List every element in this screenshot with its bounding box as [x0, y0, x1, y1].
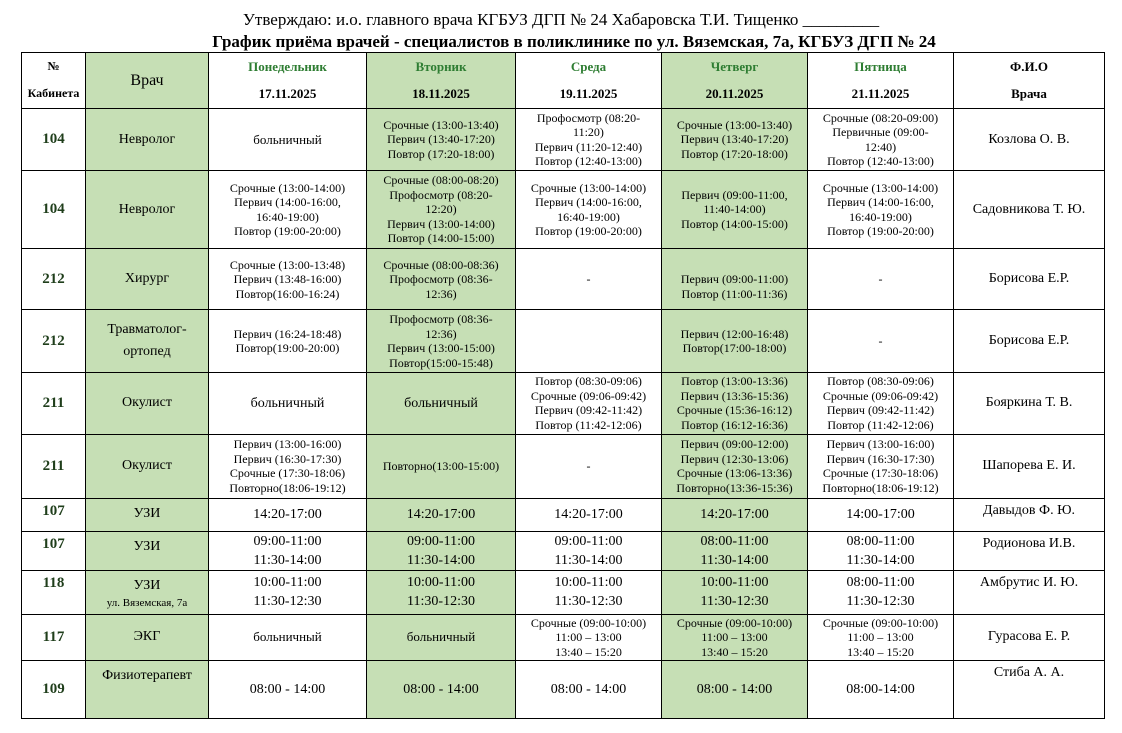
specialty-address: ул. Вяземская, 7а [106, 596, 188, 609]
schedule-slot: 13:40 – 15:20 [701, 644, 768, 659]
specialty [86, 614, 209, 660]
table-row [22, 109, 1105, 171]
schedule-cell [662, 531, 808, 570]
schedule-slot: Повтор (14:00-15:00) [681, 216, 788, 231]
schedule-cell [209, 660, 367, 718]
cabinet-number: 107 [22, 531, 86, 570]
schedule-slot: 11:30-14:00 [407, 552, 475, 568]
schedule-slot: Срочные (09:00-10:00) [822, 615, 939, 630]
schedule-slot: 12:36) [425, 326, 457, 341]
specialty [86, 660, 209, 718]
doctor-name: Шапорева Е. И. [954, 434, 1105, 498]
schedule-slot: 10:00-11:00 [407, 575, 475, 591]
schedule-slot: 11:00 – 13:00 [847, 630, 914, 645]
schedule-slot: - [878, 334, 883, 349]
specialty [86, 249, 209, 310]
schedule-cell [808, 109, 954, 171]
table-row [22, 498, 1105, 531]
schedule-slot: 13:40 – 15:20 [555, 644, 622, 659]
schedule-slot: Первич (12:00-16:48) [680, 326, 789, 341]
specialty [86, 171, 209, 249]
schedule-cell [367, 614, 516, 660]
schedule-slot: 11:40-14:00) [703, 202, 766, 217]
schedule-cell [808, 249, 954, 310]
schedule-slot: 11:00 – 13:00 [555, 630, 622, 645]
schedule-cell [808, 498, 954, 531]
schedule-slot: 09:00-11:00 [253, 533, 322, 549]
schedule-slot: Повтор (13:00-13:36) [681, 374, 788, 389]
doctor-name: Давыдов Ф. Ю. [954, 498, 1105, 531]
schedule-slot: Первич (14:00-16:00, [827, 195, 934, 210]
schedule-cell [808, 434, 954, 498]
schedule-slot: Первич (13:36-15:36) [680, 388, 789, 403]
schedule-slot: 11:30-14:00 [253, 552, 322, 568]
schedule-slot: больничный [250, 395, 325, 411]
schedule-cell [516, 531, 662, 570]
schedule-slot: Срочные (08:00-08:20) [383, 173, 499, 188]
schedule-cell [808, 531, 954, 570]
specialty-label: УЗИ [133, 577, 161, 593]
schedule-slot: больничный [404, 395, 478, 411]
specialty [86, 570, 209, 614]
schedule-slot: Срочные (17:30-18:06) [822, 466, 939, 481]
schedule-slot: Повтор (11:42-12:06) [535, 417, 642, 432]
schedule-slot: 12:40) [864, 139, 897, 154]
schedule-slot: Срочные (13:00-14:00) [530, 180, 647, 195]
schedule-cell [808, 373, 954, 434]
schedule-slot: Срочные (08:00-08:36) [383, 257, 499, 272]
schedule-cell [209, 434, 367, 498]
header-day-1 [367, 53, 516, 109]
specialty [86, 531, 209, 570]
schedule-slot: 11:30-14:00 [846, 552, 915, 568]
schedule-slot: Повторно(18:06-19:12) [229, 480, 346, 495]
schedule-cell [516, 570, 662, 614]
schedule-slot: 12:36) [425, 286, 457, 301]
schedule-cell [662, 660, 808, 718]
schedule-slot: 16:40-19:00) [849, 209, 912, 224]
schedule-slot: Срочные (13:00-13:40) [676, 117, 793, 132]
schedule-slot [664, 258, 805, 273]
schedule-slot: 08:00-11:00 [700, 533, 769, 549]
schedule-slot: Повтор (19:00-20:00) [827, 224, 934, 239]
schedule-slot: Повтор (17:20-18:00) [681, 146, 788, 161]
cabinet-number: 118 [22, 570, 86, 614]
schedule-slot: Первич (14:00-16:00, [234, 195, 341, 210]
schedule-body [22, 109, 1105, 719]
header-doctor: Врач [86, 53, 209, 109]
day-date: 18.11.2025 [412, 86, 470, 101]
schedule-slot: 14:20-17:00 [700, 507, 769, 523]
schedule-cell [367, 171, 516, 249]
day-date: 20.11.2025 [705, 86, 764, 101]
schedule-slot: Срочные (09:06-09:42) [530, 388, 647, 403]
schedule-cell [367, 109, 516, 171]
schedule-cell [662, 614, 808, 660]
table-row [22, 614, 1105, 660]
schedule-slot: Первичные (09:00- [832, 125, 929, 140]
header-day-2 [516, 53, 662, 109]
schedule-slot: Срочные (13:00-13:40) [383, 117, 499, 132]
schedule-slot: Повтор(17:00-18:00) [682, 341, 787, 356]
table-row [22, 310, 1105, 373]
schedule-slot: Первич (09:00-11:00) [680, 272, 789, 287]
schedule-slot: 16:40-19:00) [256, 209, 319, 224]
doctor-name: Борисова Е.Р. [954, 310, 1105, 373]
schedule-slot: Первич (13:00-14:00) [387, 216, 495, 231]
schedule-slot: 08:00-14:00 [846, 681, 915, 697]
schedule-slot: Повтор (19:00-20:00) [535, 224, 642, 239]
schedule-slot: 11:20) [573, 125, 604, 140]
schedule-cell [367, 660, 516, 718]
schedule-slot: Первич (11:20-12:40) [534, 139, 643, 154]
schedule-slot: Первич (13:00-15:00) [387, 341, 495, 356]
header-cabinet-line1: № [47, 59, 60, 73]
specialty-label: Окулист [122, 395, 172, 411]
schedule-slot: 08:00 - 14:00 [696, 681, 773, 697]
schedule-slot: Профосмотр (08:36- [389, 272, 493, 287]
schedule-slot: 08:00 - 14:00 [249, 681, 326, 697]
schedule-cell [367, 531, 516, 570]
schedule-cell [662, 498, 808, 531]
schedule-slot: 08:00-11:00 [846, 533, 915, 549]
specialty-label: УЗИ [133, 505, 161, 521]
specialty-line: Травматолог- [107, 322, 187, 338]
header-day-4 [808, 53, 954, 109]
doctor-name: Родионова И.В. [954, 531, 1105, 570]
schedule-slot: Первич (13:00-16:00) [826, 437, 935, 452]
schedule-cell [808, 570, 954, 614]
schedule-cell [367, 249, 516, 310]
schedule-slot: Повтор (17:20-18:00) [387, 146, 495, 161]
schedule-cell [516, 614, 662, 660]
schedule-cell [367, 570, 516, 614]
schedule-slot: Повтор (11:42-12:06) [827, 417, 934, 432]
schedule-slot: 08:00-11:00 [846, 575, 915, 591]
doctor-name: Стиба А. А. [954, 660, 1105, 718]
schedule-slot: Повторно(18:06-19:12) [822, 480, 939, 495]
schedule-cell [662, 171, 808, 249]
schedule-slot: Профосмотр (08:20- [536, 110, 641, 125]
schedule-cell [516, 109, 662, 171]
day-name: Пятница [854, 59, 907, 74]
cabinet-number: 117 [22, 614, 86, 660]
day-date: 17.11.2025 [258, 86, 317, 101]
specialty [86, 434, 209, 498]
header-fio-line: Ф.И.О [1010, 59, 1048, 74]
cabinet-number: 109 [22, 660, 86, 718]
doctor-name: Борисова Е.Р. [954, 249, 1105, 310]
schedule-slot: Повтор (14:00-15:00) [387, 231, 495, 246]
schedule-slot: 11:30-12:30 [407, 594, 475, 610]
schedule-cell [808, 310, 954, 373]
schedule-slot: больничный [253, 629, 322, 645]
schedule-slot [518, 333, 659, 349]
schedule-slot: 10:00-11:00 [554, 575, 623, 591]
schedule-slot: Первич (14:00-16:00, [535, 195, 642, 210]
schedule-cell [367, 310, 516, 373]
cabinet-number: 211 [22, 373, 86, 434]
day-date: 19.11.2025 [559, 86, 618, 101]
doctor-name: Гурасова Е. Р. [954, 614, 1105, 660]
schedule-slot: Срочные (13:00-14:00) [229, 180, 346, 195]
table-row [22, 570, 1105, 614]
day-name: Вторник [415, 59, 467, 74]
schedule-slot: больничный [253, 131, 322, 147]
schedule-slot: Профосмотр (08:20- [389, 187, 493, 202]
schedule-slot: 08:00 - 14:00 [403, 681, 479, 697]
header-row [22, 53, 1105, 109]
schedule-cell [367, 373, 516, 434]
schedule-slot: 11:30-12:30 [554, 594, 623, 610]
cabinet-number: 104 [22, 171, 86, 249]
schedule-slot: больничный [406, 629, 476, 645]
schedule-cell [209, 531, 367, 570]
schedule-slot: Первич (16:24-18:48) [233, 326, 342, 341]
schedule-slot: - [586, 458, 591, 473]
specialty [86, 109, 209, 171]
schedule-slot: Срочные (13:00-13:48) [229, 257, 346, 272]
table-row [22, 249, 1105, 310]
specialty-label: Невролог [118, 131, 176, 147]
schedule-slot: 09:00-11:00 [554, 533, 623, 549]
schedule-slot: Повторно(13:36-15:36) [676, 480, 793, 495]
schedule-slot: Первич (13:00-16:00) [233, 437, 342, 452]
schedule-slot: Первич (16:30-17:30) [826, 451, 935, 466]
schedule-slot: Срочные (09:00-10:00) [676, 615, 793, 630]
schedule-slot: Первич (13:48-16:00) [233, 272, 342, 287]
header-day-3 [662, 53, 808, 109]
schedule-slot: Срочные (09:06-09:42) [822, 388, 939, 403]
day-name: Среда [570, 59, 607, 74]
schedule-slot: Повтор(19:00-20:00) [235, 341, 340, 356]
schedule-slot: 10:00-11:00 [700, 575, 769, 591]
schedule-slot: Срочные (08:20-09:00) [822, 110, 939, 125]
schedule-cell [367, 498, 516, 531]
day-name: Четверг [710, 59, 759, 74]
schedule-slot: Первич (16:30-17:30) [233, 451, 342, 466]
schedule-cell [808, 614, 954, 660]
specialty-label: Хирург [124, 271, 170, 287]
doctor-name: Бояркина Т. В. [954, 373, 1105, 434]
schedule-slot: Первич (09:00-12:00) [680, 437, 789, 452]
schedule-slot: Первич (13:40-17:20) [387, 132, 495, 147]
schedule-slot: Повтор (08:30-09:06) [535, 374, 642, 389]
schedule-slot: Первич (13:40-17:20) [680, 132, 789, 147]
doctor-name: Садовникова Т. Ю. [954, 171, 1105, 249]
schedule-slot: 10:00-11:00 [253, 575, 322, 591]
header-cabinet-line2: Кабинета [27, 86, 80, 100]
schedule-slot: Повтор (12:40-13:00) [535, 154, 642, 169]
schedule-cell [209, 249, 367, 310]
schedule-cell [662, 570, 808, 614]
specialty [86, 498, 209, 531]
schedule-slot: 11:30-14:00 [554, 552, 623, 568]
doctor-name: Козлова О. В. [954, 109, 1105, 171]
schedule-slot: Срочные (09:00-10:00) [530, 615, 647, 630]
table-row [22, 531, 1105, 570]
header-day-0 [209, 53, 367, 109]
schedule-cell [662, 109, 808, 171]
schedule-slot: Первич (12:30-13:06) [680, 451, 789, 466]
schedule-slot: Повтор (08:30-09:06) [827, 374, 934, 389]
cabinet-number: 104 [22, 109, 86, 171]
schedule-slot: 11:30-12:30 [700, 594, 769, 610]
table-row [22, 660, 1105, 718]
schedule-cell [516, 660, 662, 718]
schedule-slot: 14:20-17:00 [253, 507, 322, 523]
cabinet-number: 212 [22, 310, 86, 373]
schedule-cell [516, 498, 662, 531]
header-cabinet [22, 53, 86, 109]
schedule-slot: Первич (09:00-11:00, [681, 187, 788, 202]
schedule-slot: 14:20-17:00 [406, 507, 476, 523]
schedule-cell [516, 434, 662, 498]
schedule-slot: 14:20-17:00 [554, 507, 623, 523]
approval-line: Утверждаю: и.о. главного врача КГБУЗ ДГП № 24 Хабаровска Т.И. Тищенко _________ [242, 10, 880, 29]
schedule-slot: Первич (09:42-11:42) [534, 403, 643, 418]
specialty-label: Окулист [122, 458, 172, 474]
specialty [86, 310, 209, 373]
schedule-cell [209, 373, 367, 434]
schedule-slot: Повтор(16:00-16:24) [235, 286, 340, 301]
schedule-cell [808, 660, 954, 718]
schedule-slot: - [586, 272, 591, 287]
day-name: Понедельник [248, 59, 327, 74]
schedule-slot: Повтор (11:00-11:36) [681, 286, 788, 301]
schedule-slot: 14:00-17:00 [846, 507, 915, 523]
schedule-slot: Повтор (16:12-16:36) [681, 417, 788, 432]
schedule-slot: 11:00 – 13:00 [701, 630, 768, 645]
schedule-cell [662, 373, 808, 434]
schedule-cell [662, 310, 808, 373]
schedule-slot: Профосмотр (08:36- [389, 312, 493, 327]
schedule-cell [209, 570, 367, 614]
schedule-cell [662, 434, 808, 498]
schedule-slot: Повторно(13:00-15:00) [382, 458, 500, 473]
schedule-slot: 13:40 – 15:20 [847, 644, 914, 659]
schedule-cell [209, 614, 367, 660]
cabinet-number: 212 [22, 249, 86, 310]
specialty [86, 373, 209, 434]
schedule-slot: 08:00 - 14:00 [550, 681, 627, 697]
day-date: 21.11.2025 [851, 86, 910, 101]
specialty-label: Физиотерапевт [102, 667, 192, 683]
schedule-slot: Повтор(15:00-15:48) [389, 355, 493, 370]
schedule-cell [516, 249, 662, 310]
schedule-cell [662, 249, 808, 310]
table-row [22, 373, 1105, 434]
schedule-slot: - [878, 272, 883, 287]
schedule-cell [209, 498, 367, 531]
schedule-cell [209, 310, 367, 373]
schedule-slot: 12:20) [425, 202, 457, 217]
table-row [22, 171, 1105, 249]
schedule-slot: Срочные (17:30-18:06) [229, 466, 346, 481]
doctor-name: Амбрутис И. Ю. [954, 570, 1105, 614]
schedule-slot: 09:00-11:00 [407, 533, 475, 549]
schedule-slot: Повтор (19:00-20:00) [234, 224, 341, 239]
schedule-slot: 11:30-12:30 [253, 594, 322, 610]
schedule-table [21, 52, 1105, 719]
specialty-label: ЭКГ [133, 629, 161, 645]
schedule-slot: Срочные (13:06-13:36) [676, 466, 793, 481]
schedule-slot: 16:40-19:00) [557, 209, 620, 224]
schedule-cell [808, 171, 954, 249]
schedule-slot: 11:30-12:30 [846, 594, 915, 610]
schedule-slot: Срочные (15:36-16:12) [676, 403, 793, 418]
schedule-title: График приёма врачей - специалистов в поликлинике по ул. Вяземская, 7а, КГБУЗ ДГП № 24 [212, 32, 936, 51]
schedule-slot: Повтор (12:40-13:00) [827, 154, 934, 169]
schedule-cell [516, 310, 662, 373]
schedule-slot: Срочные (13:00-14:00) [822, 180, 939, 195]
header-fio-line: Врача [1011, 86, 1047, 101]
schedule-slot: Первич (09:42-11:42) [826, 403, 935, 418]
specialty-label: Невролог [118, 201, 176, 217]
table-row [22, 434, 1105, 498]
cabinet-number: 211 [22, 434, 86, 498]
schedule-slot: 11:30-14:00 [700, 552, 769, 568]
schedule-cell [516, 373, 662, 434]
schedule-cell [367, 434, 516, 498]
schedule-cell [209, 109, 367, 171]
schedule-cell [516, 171, 662, 249]
header-fio [954, 53, 1105, 109]
schedule-cell [209, 171, 367, 249]
specialty-label: УЗИ [133, 538, 161, 554]
specialty-line: ортопед [123, 344, 171, 360]
cabinet-number: 107 [22, 498, 86, 531]
